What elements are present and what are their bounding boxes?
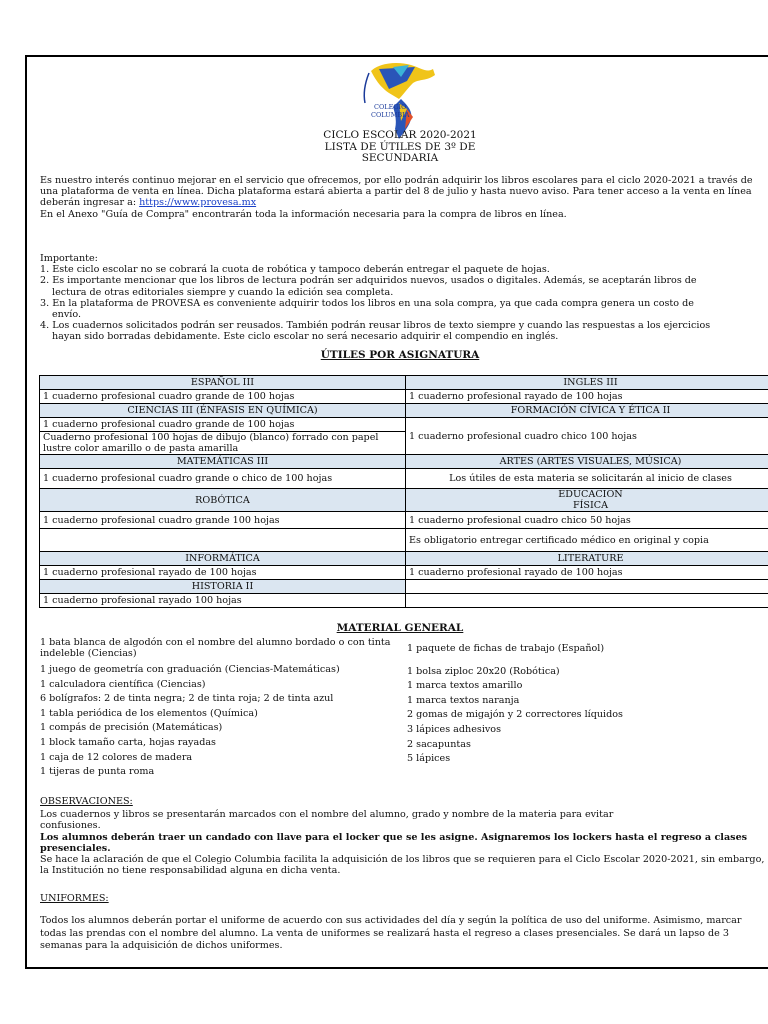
subject-header-matematicas: MATEMÁTICAS III: [40, 455, 406, 469]
subject-header-informatica: INFORMÁTICA: [40, 552, 406, 566]
provesa-link[interactable]: https://www.provesa.mx: [139, 197, 257, 209]
subject-header-robotica: ROBÓTICA: [40, 489, 406, 512]
observaciones-title: OBSERVACIONES:: [40, 796, 133, 807]
subject-item: 1 cuaderno profesional rayado 100 hojas: [40, 594, 406, 608]
important-item: 3. En la plataforma de PROVESA es conveniente adquirir todos los libros en una sola compra, ya que cada compra genera un costo de: [40, 297, 694, 309]
utiles-title: ÚTILES POR ASIGNATURA: [320, 349, 480, 361]
subject-item: Cuaderno profesional 100 hojas de dibujo (blanco) forrado con papel lustre color amarillo o de pasta amarilla: [40, 432, 406, 455]
material-left-list: [40, 637, 391, 780]
header-line3: SECUNDARIA: [361, 152, 439, 164]
subject-item: 1 cuaderno profesional cuadro chico 50 hojas: [406, 512, 768, 529]
subject-header-ingles: INGLES III: [406, 376, 768, 390]
material-item: 1 block tamaño carta, hojas rayadas: [40, 736, 216, 748]
material-item: 6 bolígrafos: 2 de tinta negra; 2 de tinta roja; 2 de tinta azul: [40, 693, 334, 705]
observaciones-locker-notice: Los alumnos deberán traer un candado con llave para el locker que se les asigne. Asignaremos los lockers hasta el regreso a clases presenciales.: [40, 831, 748, 854]
header-line1: CICLO ESCOLAR 2020-2021: [323, 129, 477, 141]
subject-header-ciencias: CIENCIAS III (ÉNFASIS EN QUÍMICA): [40, 404, 406, 418]
subject-header-civica: FORMACIÓN CÍVICA Y ÉTICA II: [406, 404, 768, 418]
material-item: 1 caja de 12 colores de madera: [40, 751, 193, 763]
intro-annex-paragraph: En el Anexo "Guía de Compra" encontrarán toda la información necesaria para la compra de libros en línea.: [40, 208, 567, 220]
observaciones-paragraph: Se hace la aclaración de que el Colegio Columbia facilita la adquisición de los libros que se requieren para el Ciclo Escolar 2020-2021, sin embargo, la Institución no tiene responsabilidad alguna en dicha venta.: [40, 854, 765, 877]
material-item: 2 sacapuntas: [407, 738, 471, 750]
material-item: 1 juego de geometría con graduación (Ciencias-Matemáticas): [40, 664, 340, 675]
header-line2: LISTA DE ÚTILES DE 3º DE: [324, 140, 476, 153]
subject-empty-cell: [406, 580, 768, 594]
intro-paragraph: Es nuestro interés continuo mejorar en el servicio que ofrecemos, por ello podrán adquirir los libros escolares para el ciclo 2020-2021 a través de una plataforma de venta en línea. Dicha plataforma estará abierta a partir del 8 de julio y hasta nuevo aviso. Para tener acceso a la venta en línea deberán ingresar a:: [40, 175, 753, 209]
material-item: 1 tijeras de punta roma: [40, 766, 155, 778]
material-title: MATERIAL GENERAL: [336, 622, 464, 634]
important-item: 1. Este ciclo escolar no se cobrará la cuota de robótica y tampoco deberán entregar el paquete de hojas.: [40, 264, 550, 276]
subject-item: 1 cuaderno profesional cuadro grande o chico de 100 hojas: [40, 469, 406, 489]
subject-item: 1 cuaderno profesional rayado de 100 hojas: [40, 566, 406, 580]
uniformes-title: UNIFORMES:: [40, 893, 109, 904]
material-item: 1 calculadora científica (Ciencias): [40, 678, 206, 690]
subject-header-espanol: ESPAÑOL III: [40, 376, 406, 390]
subject-empty-cell: [40, 529, 406, 552]
material-item: 1 bolsa ziploc 20x20 (Robótica): [407, 665, 560, 677]
material-item: 1 marca textos naranja: [407, 694, 520, 706]
subject-item: 1 cuaderno profesional cuadro chico 100 hojas: [406, 418, 768, 455]
material-item: 1 bata blanca de algodón con el nombre del alumno bordado o con tinta: [40, 637, 391, 648]
important-item: 4. Los cuadernos solicitados podrán ser reusados. También podrán reusar libros de texto siempre y cuando las respuestas a los ejercicios: [40, 320, 711, 332]
observaciones-paragraph: Los cuadernos y libros se presentarán marcados con el nombre del alumno, grado y nombre de la materia para evitar: [40, 809, 614, 821]
uniformes-paragraph: Todos los alumnos deberán portar el uniforme de acuerdo con sus actividades del día y según la política de uso del uniforme. Asimismo, marcar todas las prendas con el nombre del alumno. La venta de uniformes se realizará hasta el regreso a clases presenciales. Se dará un lapso de 3 semanas para la adquisición de dichos uniformes.: [40, 915, 742, 952]
material-right-list: [407, 642, 623, 767]
subject-item: 1 cuaderno profesional rayado de 100 hojas: [406, 566, 768, 580]
observaciones-section: [40, 796, 765, 876]
subject-header-edfisica: EDUCACION FÍSICA: [406, 489, 768, 512]
material-item: 1 paquete de fichas de trabajo (Español): [407, 643, 605, 654]
logo-line2: COLUMBIA: [371, 111, 410, 119]
important-item: 2. Es importante mencionar que los libros de lectura podrán ser adquiridos nuevos, usados o digitales. Además, se aceptarán libros de: [40, 275, 697, 287]
document-page: [25, 55, 768, 969]
subject-item: Los útiles de esta materia se solicitarán al inicio de clases: [406, 469, 768, 489]
important-item: lectura de otras editoriales siempre y cuando la edición sea completa.: [52, 286, 394, 298]
subject-item: 1 cuaderno profesional cuadro grande de 100 hojas: [40, 390, 406, 404]
material-item: 1 marca textos amarillo: [407, 680, 523, 692]
subject-item: 1 cuaderno profesional cuadro grande de 100 hojas: [40, 418, 406, 432]
material-item: 1 tabla periódica de los elementos (Química): [40, 707, 258, 719]
document-header: [27, 130, 768, 165]
logo-line1: COLEGIO: [374, 103, 407, 111]
subject-header-artes: ARTES (ARTES VISUALES, MÚSICA): [406, 455, 768, 469]
important-item: envío.: [52, 309, 82, 321]
uniformes-section: [40, 893, 765, 953]
important-item: hayan sido borradas debidamente. Este ciclo escolar no será necesario adquirir el compendio en inglés.: [52, 331, 559, 343]
important-title: Importante:: [40, 253, 98, 264]
observaciones-paragraph: confusiones.: [40, 820, 101, 832]
important-section: [40, 253, 765, 343]
material-item: 5 lápices: [407, 753, 451, 765]
material-item: 2 gomas de migajón y 2 correctores líquidos: [407, 709, 623, 721]
subjects-table: [39, 375, 768, 608]
subject-header-literature: LITERATURE: [406, 552, 768, 566]
material-item: indeleble (Ciencias): [40, 648, 137, 659]
subject-item: 1 cuaderno profesional cuadro grande 100 hojas: [40, 512, 406, 529]
subject-header-historia: HISTORIA II: [40, 580, 406, 594]
material-item: 1 compás de precisión (Matemáticas): [40, 722, 223, 734]
subject-item: Es obligatorio entregar certificado médico en original y copia: [406, 529, 768, 552]
material-item: 3 lápices adhesivos: [407, 723, 502, 735]
subject-item: 1 cuaderno profesional rayado de 100 hojas: [406, 390, 768, 404]
intro-text: [40, 175, 765, 220]
subject-empty-cell: [406, 594, 768, 608]
